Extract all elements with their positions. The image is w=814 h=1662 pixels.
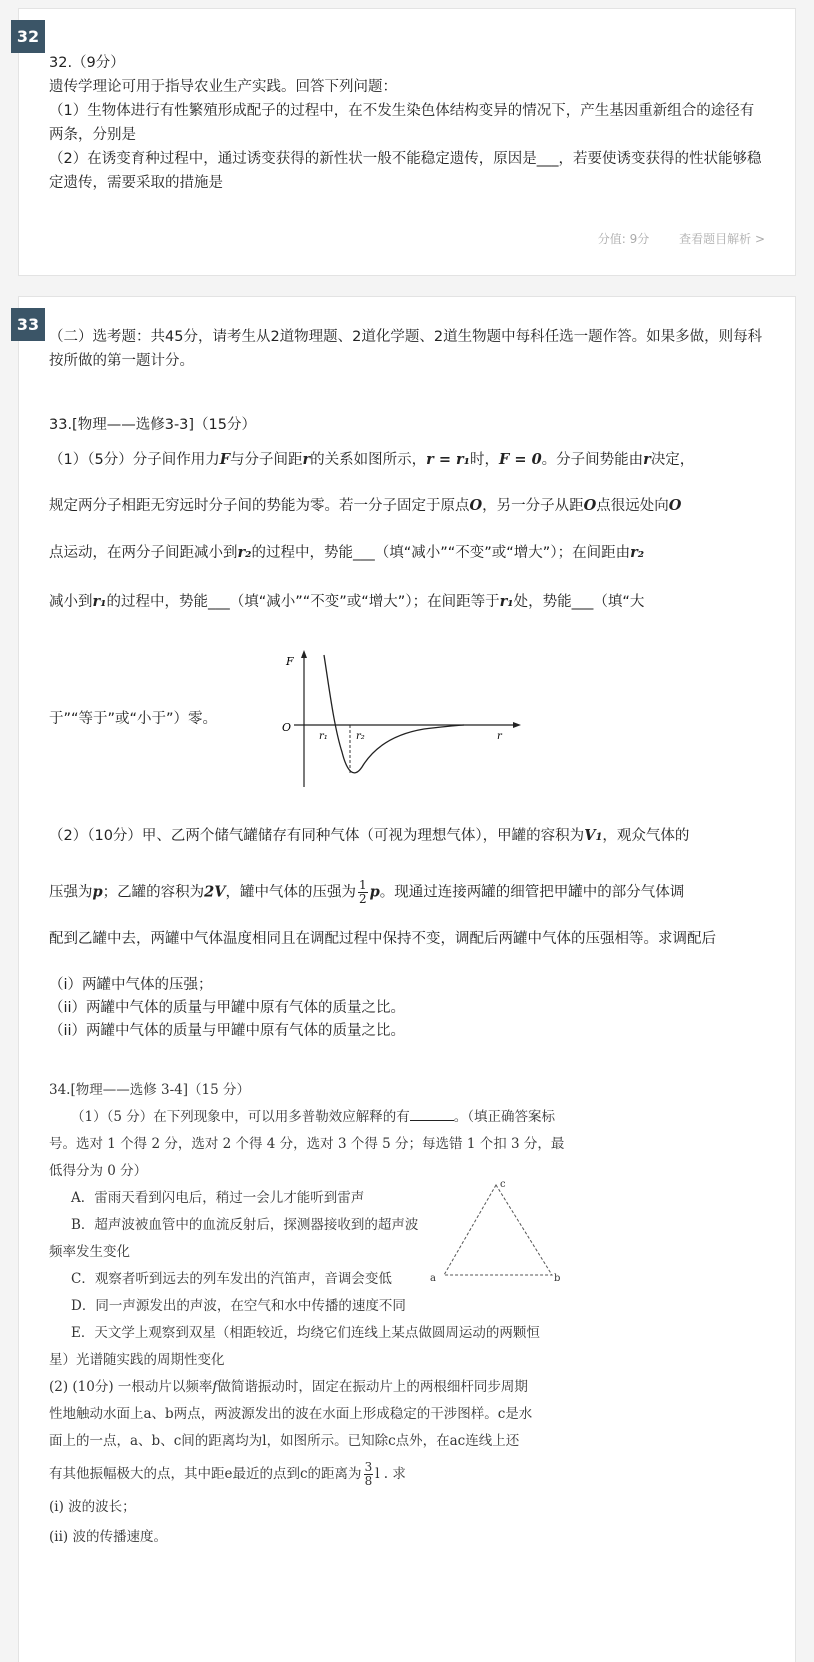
option-e-continued: 星）光谱随实践的周期性变化 bbox=[49, 1352, 225, 1368]
label-b: b bbox=[554, 1273, 561, 1284]
q34-line: （1）（5 分）在下列现象中，可以用多普勒效应解释的有 。（填正确答案标 bbox=[71, 1109, 555, 1125]
option-b-continued: 频率发生变化 bbox=[49, 1244, 130, 1260]
force-curve bbox=[324, 655, 464, 773]
sub-question-i: （i）两罐中气体的压强； bbox=[49, 977, 213, 993]
x-axis-arrow-icon bbox=[513, 722, 521, 728]
question-card-32 bbox=[18, 8, 796, 276]
view-analysis-link[interactable]: 查看题目解析 > bbox=[679, 232, 765, 246]
optional-note: （二）选考题：共45分，请考生从2道物理题、2道化学题、2道生物题中每科任选一题作答。如果多做，则每科按所做的第一题计分。 bbox=[49, 329, 763, 369]
option-d: D．同一声源发出的声波，在空气和水中传播的速度不同 bbox=[71, 1298, 406, 1314]
text-line: 配到乙罐中去，两罐中气体温度相同且在调配过程中保持不变，调配后两罐中气体的压强相等。求调配后 bbox=[49, 931, 716, 947]
question-part-1: （1）生物体进行有性繁殖形成配子的过程中，在不发生染色体结构变异的情况下，产生基因重新组合的途径有两条，分别是 bbox=[49, 103, 755, 143]
y-axis-arrow-icon bbox=[301, 650, 307, 658]
question-number-badge: 32 bbox=[11, 20, 45, 53]
triangle-diagram bbox=[424, 1177, 564, 1287]
text-line: 点运动，在两分子间距减小到r₂的过程中，势能___（填“减小”“不变”或“增大”）；在间距由r₂ bbox=[49, 544, 645, 561]
label-F: F bbox=[286, 655, 294, 668]
fraction-one-half: $\frac{1}{2}$ bbox=[358, 878, 367, 906]
text-line: 减小到r₁的过程中，势能___（填“减小”“不变”或“增大”）；在间距等于r₁处，势能___（填“大 bbox=[49, 593, 645, 610]
text-line: 压强为p；乙罐的容积为2V，罐中气体的压强为 $\frac{1}{2}$ p。现通过连接两罐的细管把甲罐中的部分气体调 bbox=[49, 878, 685, 906]
q34-title: 34.[物理——选修 3-4]（15 分） bbox=[49, 1082, 251, 1098]
option-c: C．观察者听到远去的列车发出的汽笛声，音调会变低 bbox=[71, 1271, 392, 1287]
question-card-33 bbox=[18, 296, 796, 1662]
label-r1: r₁ bbox=[319, 731, 328, 742]
question-number-badge: 33 bbox=[11, 308, 45, 341]
question-footer bbox=[572, 230, 765, 247]
q34-part2-line: 面上的一点，a、b、c间的距离均为l，如图所示。已知除c点外，在ac连线上还 bbox=[49, 1433, 520, 1449]
option-a: A．雷雨天看到闪电后，稍过一会儿才能听到雷声 bbox=[71, 1190, 365, 1206]
question-header: 32.（9分） bbox=[49, 55, 125, 71]
score-label: 分值: 9分 bbox=[597, 232, 650, 246]
q34-line: 低得分为 0 分） bbox=[49, 1163, 148, 1179]
fraction-three-eighths: $\frac{3}{8}$ bbox=[364, 1460, 373, 1488]
q34-part2-line: 性地触动水面上a、b两点，两波源发出的波在水面上形成稳定的干涉图样。c是水 bbox=[49, 1406, 533, 1422]
question-intro: 遗传学理论可用于指导农业生产实践。回答下列问题： bbox=[49, 79, 397, 95]
q34-sub-i: (i) 波的波长； bbox=[49, 1499, 136, 1515]
text-line: （2）（10分）甲、乙两个储气罐储存有同种气体（可视为理想气体），甲罐的容积为V1，观众气体的 bbox=[49, 827, 690, 844]
dashed-triangle bbox=[444, 1185, 552, 1275]
option-e: E．天文学上观察到双星（相距较近，均绕它们连线上某点做圆周运动的两颗恒 bbox=[71, 1325, 540, 1341]
label-r: r bbox=[497, 731, 502, 742]
question-title: 33.[物理——选修3-3]（15分） bbox=[49, 417, 257, 433]
q34-part2-line: 有其他振幅极大的点，其中距e最近的点到c的距离为 $\frac{3}{8}$ l . 求 bbox=[49, 1460, 406, 1488]
q34-sub-ii: (ii) 波的传播速度。 bbox=[49, 1529, 167, 1545]
q34-line: 号。选对 1 个得 2 分，选对 2 个得 4 分，选对 3 个得 5 分；每选错 1 个扣 3 分，最 bbox=[49, 1136, 565, 1152]
text-line: 规定两分子相距无穷远时分子间的势能为零。若一分子固定于原点O，另一分子从距O点很远处向O bbox=[49, 497, 682, 514]
text-line: （1）（5分）分子间作用力F与分子间距r的关系如图所示，r = r₁时，F = 0。分子间势能由r决定， bbox=[49, 451, 695, 468]
sub-question-ii-duplicate: （ii）两罐中气体的质量与甲罐中原有气体的质量之比。 bbox=[49, 1023, 406, 1039]
force-distance-graph bbox=[264, 647, 534, 797]
q34-part2-line: (2) (10分) 一根动片以频率f做简谐振动时，固定在振动片上的两根细杆同步周期 bbox=[49, 1379, 528, 1395]
label-a: a bbox=[430, 1273, 436, 1284]
label-O: O bbox=[282, 721, 292, 734]
label-c: c bbox=[500, 1179, 506, 1190]
question-part-2: （2）在诱变育种过程中，通过诱变获得的新性状一般不能稳定遗传，原因是___，若要使诱变获得的性状能够稳定遗传，需要采取的措施是 bbox=[49, 151, 762, 191]
option-b: B．超声波被血管中的血流反射后，探测器接收到的超声波 bbox=[71, 1217, 419, 1233]
label-r2: r₂ bbox=[356, 731, 365, 742]
text-line: 于”“等于”或“小于”）零。 bbox=[49, 711, 218, 727]
sub-question-ii: （ii）两罐中气体的质量与甲罐中原有气体的质量之比。 bbox=[49, 1000, 406, 1016]
